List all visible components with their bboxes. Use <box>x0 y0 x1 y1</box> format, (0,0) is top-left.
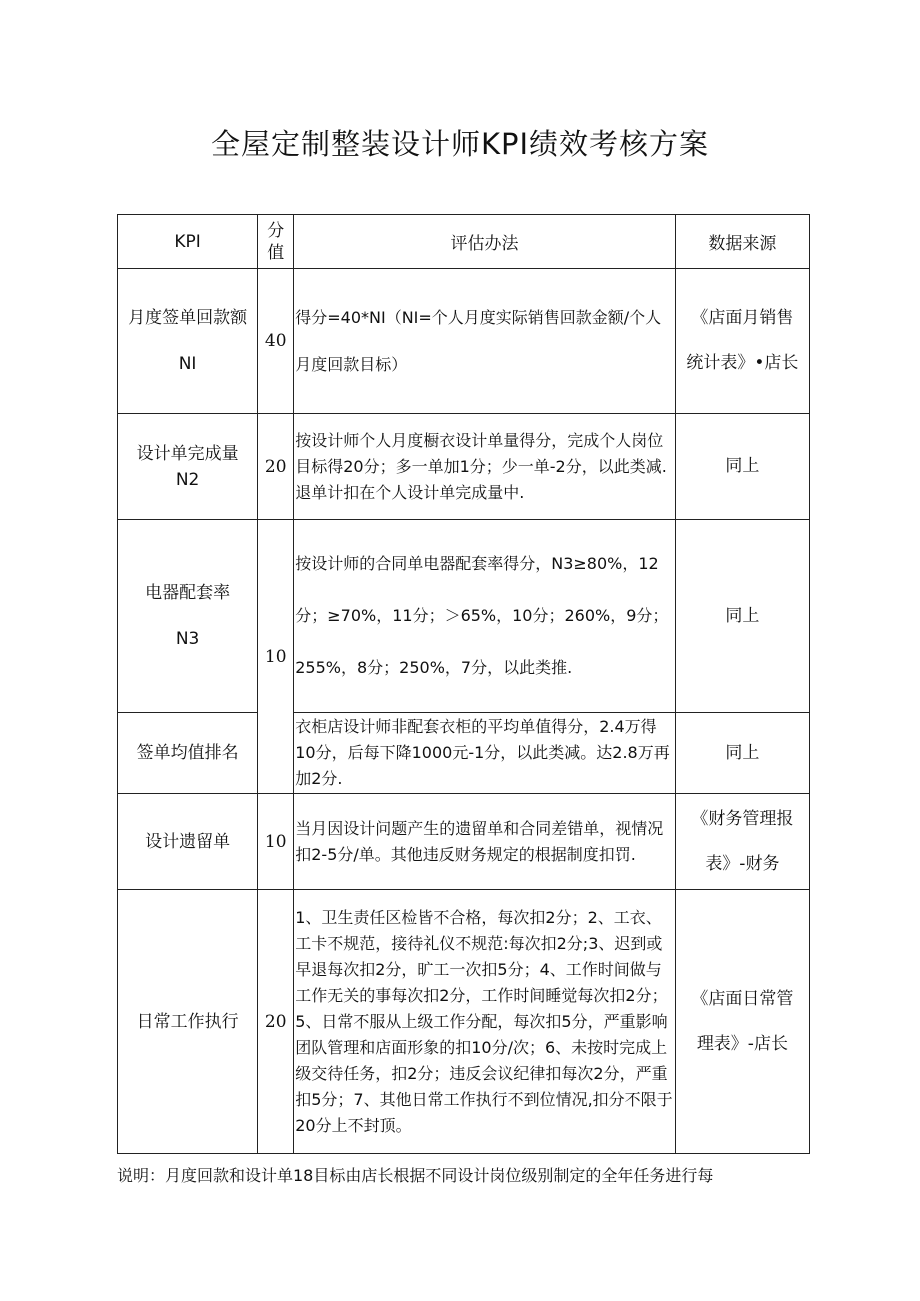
kpi-method: 按设计师的合同单电器配套率得分，N3≥80%，12分；≥70%，11分；＞65%，10分；260%，9分；255%，8分；250%，7分，以此类推. <box>294 520 676 713</box>
kpi-score: 20 <box>258 890 294 1154</box>
kpi-name: 签单均值排名 <box>118 713 258 794</box>
kpi-method: 当月因设计问题产生的遗留单和合同差错单，视情况扣2-5分/单。其他违反财务规定的根据制度扣罚. <box>294 794 676 890</box>
kpi-source: 同上 <box>675 713 809 794</box>
table-row <box>118 794 810 890</box>
footnote: 说明：月度回款和设计单18目标由店长根据不同设计岗位级别制定的全年任务进行每 <box>117 1166 714 1185</box>
table-row <box>118 269 810 414</box>
kpi-name: 月度签单回款额NI <box>118 269 258 414</box>
kpi-name: 设计遗留单 <box>118 794 258 890</box>
kpi-method: 按设计师个人月度橱衣设计单量得分，完成个人岗位目标得20分；多一单加1分；少一单-2分，以此类减.退单计扣在个人设计单完成量中. <box>294 414 676 520</box>
header-method: 评估办法 <box>294 215 676 269</box>
table-row <box>118 520 810 713</box>
kpi-score: 40 <box>258 269 294 414</box>
header-score: 分值 <box>258 215 294 269</box>
kpi-name: 设计单完成量N2 <box>118 414 258 520</box>
kpi-score: 10 <box>258 794 294 890</box>
kpi-name: 日常工作执行 <box>118 890 258 1154</box>
kpi-method: 得分=40*NI（NI=个人月度实际销售回款金额/个人月度回款目标） <box>294 269 676 414</box>
kpi-score: 20 <box>258 414 294 520</box>
kpi-source: 《店面日常管理表》-店长 <box>675 890 809 1154</box>
kpi-source: 《财务管理报表》-财务 <box>675 794 809 890</box>
kpi-table <box>117 214 810 1154</box>
kpi-method: 衣柜店设计师非配套衣柜的平均单值得分，2.4万得10分，后每下降1000元-1分，以此类减。达2.8万再加2分. <box>294 713 676 794</box>
kpi-source: 同上 <box>675 414 809 520</box>
kpi-name: 电器配套率N3 <box>118 520 258 713</box>
header-kpi: KPI <box>118 215 258 269</box>
kpi-method: 1、卫生责任区检皆不合格，每次扣2分；2、工衣、工卡不规范，接待礼仪不规范:每次扣2分;3、迟到或早退每次扣2分，旷工一次扣5分；4、工作时间做与工作无关的事每次扣2分，工作时间睡觉每次扣2分；5、日常不服从上级工作分配，每次扣5分，严重影响团队管理和店面形象的扣10分/次；6、未按时完成上级交待任务，扣2分；违反会议纪律扣每次2分，严重扣5分；7、其他日常工作执行不到位情况,扣分不限于20分上不封顶。 <box>294 890 676 1154</box>
table-row <box>118 414 810 520</box>
page-title: 全屋定制整装设计师KPI绩效考核方案 <box>210 127 710 161</box>
kpi-source: 同上 <box>675 520 809 713</box>
table-header-row <box>118 215 810 269</box>
kpi-score: 10 <box>258 520 294 794</box>
table-row <box>118 713 810 794</box>
table-row <box>118 890 810 1154</box>
kpi-source: 《店面月销售统计表》•店长 <box>675 269 809 414</box>
header-source: 数据来源 <box>675 215 809 269</box>
